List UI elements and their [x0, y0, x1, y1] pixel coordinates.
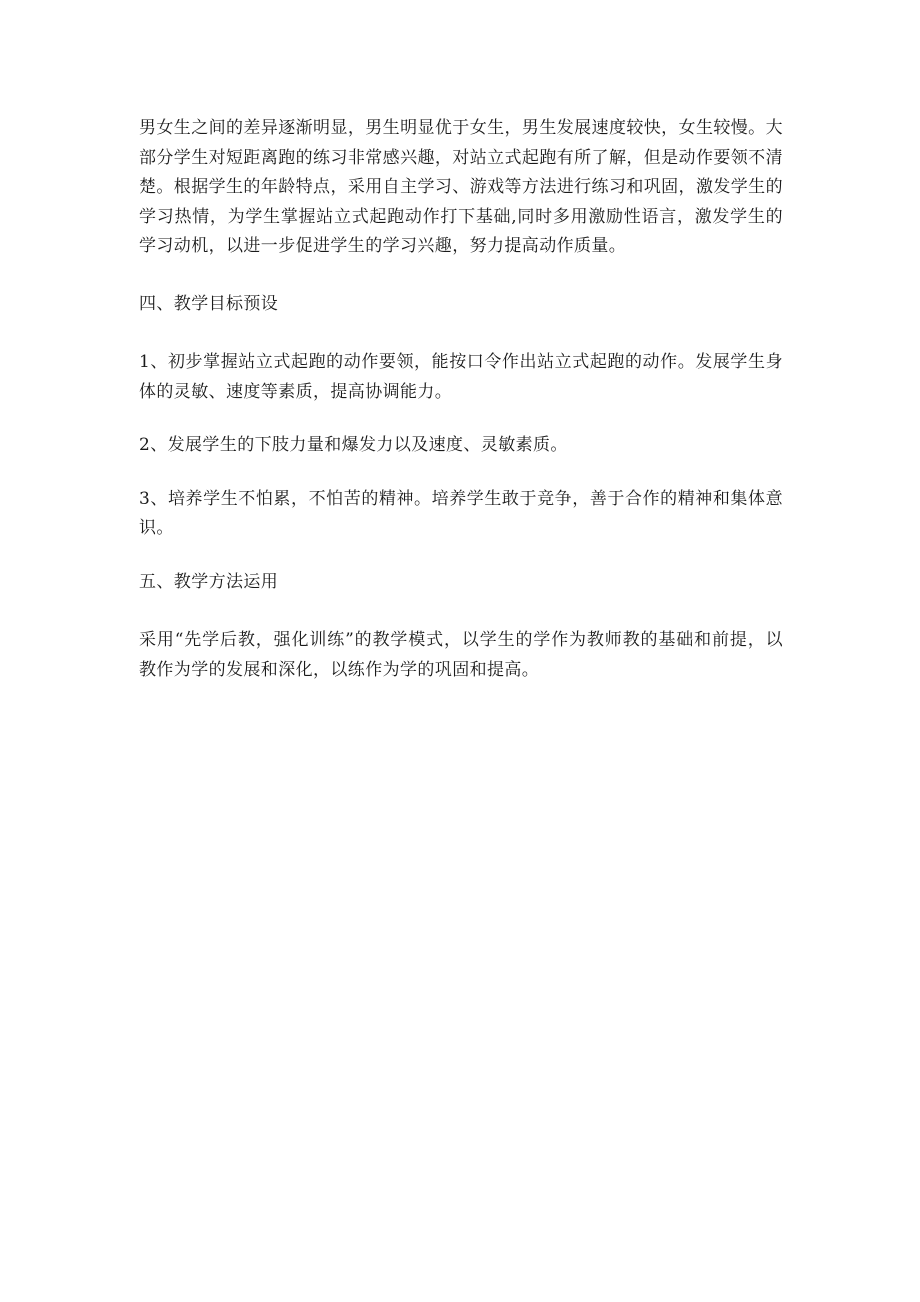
intro-paragraph: 男女生之间的差异逐渐明显，男生明显优于女生，男生发展速度较快，女生较慢。大部分学生对短距离跑的练习非常感兴趣，对站立式起跑有所了解，但是动作要领不清楚。根据学生的年龄特点，采用自主学习、游戏等方法进行练习和巩固，激发学生的学习热情，为学生掌握站立式起跑动作打下基础,同时多用激励性语言，激发学生的学习动机，以进一步促进学生的学习兴趣，努力提高动作质量。 [139, 118, 783, 256]
section-heading-teaching-methods: 五、教学方法运用 [139, 571, 279, 592]
objective-item-1: 1、初步掌握站立式起跑的动作要领，能按口令作出站立式起跑的动作。发展学生身体的灵敏、速度等素质，提高协调能力。 [139, 352, 783, 402]
objective-item-2: 2、发展学生的下肢力量和爆发力以及速度、灵敏素质。 [139, 435, 568, 455]
objective-item-3: 3、培养学生不怕累，不怕苦的精神。培养学生敢于竞争，善于合作的精神和集体意识。 [139, 488, 783, 538]
document-body [139, 114, 783, 685]
teaching-method-paragraph: 采用“先学后教，强化训练”的教学模式，以学生的学作为教师教的基础和前提，以教作为学的发展和深化，以练作为学的巩固和提高。 [139, 630, 783, 680]
section-heading-teaching-objectives: 四、教学目标预设 [139, 293, 279, 314]
